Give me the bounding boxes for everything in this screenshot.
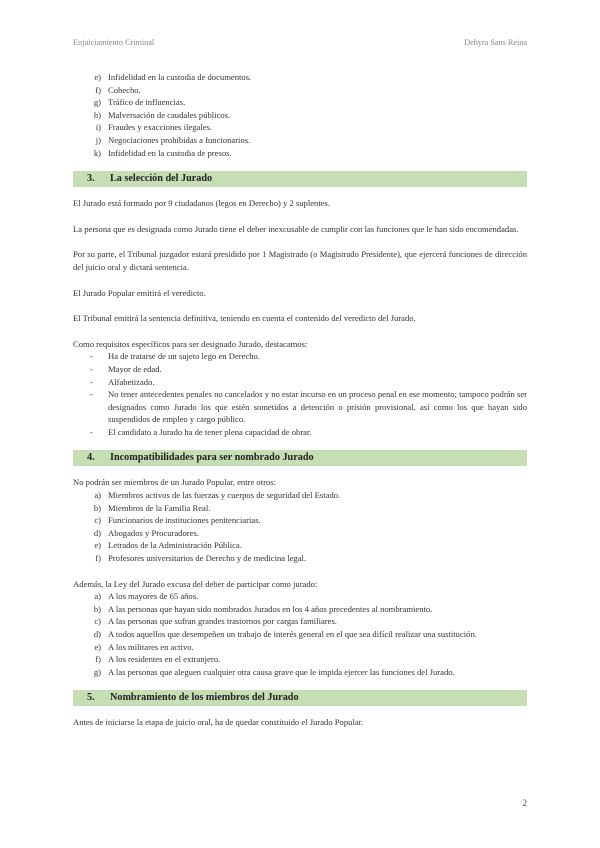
list-item	[73, 71, 527, 84]
list-marker: k)	[93, 147, 101, 158]
list-marker: g)	[93, 97, 101, 108]
list-marker: a)	[94, 490, 101, 501]
section-heading-4	[73, 450, 527, 466]
list-item	[73, 502, 527, 515]
list-marker: -	[90, 376, 93, 387]
list-marker: -	[90, 389, 93, 400]
list-marker: f)	[95, 553, 101, 564]
list-item	[73, 134, 527, 147]
list-text: Funcionarios de instituciones penitenciarias.	[108, 515, 261, 526]
list-text: A todos aquellos que desempeñen un trabajo de interés general en el que sea difícil realizar una sustitución.	[108, 629, 477, 639]
excuses-list	[73, 590, 527, 678]
paragraph: Además, la Ley del Jurado excusa del deber de participar como jurado:	[73, 578, 318, 589]
list-marker: b)	[93, 502, 101, 513]
header-author: Dehyra Sans Reina	[464, 38, 527, 47]
page-header	[73, 38, 527, 47]
list-item	[73, 363, 527, 376]
paragraph: Antes de iniciarse la etapa de juicio oral, ha de quedar constituido el Jurado Popular.	[73, 717, 364, 728]
list-marker: c)	[94, 515, 101, 526]
page-number: 2	[522, 798, 527, 808]
list-text: Malversación de caudales públicos.	[108, 109, 231, 120]
header-course-title: Enjuiciamiento Criminal	[73, 38, 155, 47]
list-text: Negociaciones prohibidas a funcionarios.	[108, 134, 251, 145]
list-item	[73, 109, 527, 122]
section-title: La selección del Jurado	[110, 172, 213, 184]
list-text: Abogados y Procuradores.	[108, 527, 199, 538]
list-marker: -	[90, 426, 93, 437]
list-item	[73, 641, 527, 654]
list-marker: c)	[94, 616, 101, 627]
list-marker: a)	[94, 591, 101, 602]
incompatibilities-list	[73, 489, 527, 565]
paragraph: La persona que es designada como Jurado tiene el deber inexcusable de cumplir con las funciones que le han sido encomendadas.	[73, 223, 519, 234]
list-item	[73, 514, 527, 527]
list-text: A las personas que hayan sido nombrados Jurados en los 4 años precedentes al nombramiento.	[108, 603, 433, 614]
section-heading-3	[73, 171, 527, 187]
list-text: Cohecho.	[108, 84, 141, 95]
section-heading-5	[73, 690, 527, 706]
list-text: Profesores universitarios de Derecho y de medicina legal.	[108, 553, 307, 564]
list-item	[73, 388, 527, 426]
list-text: El candidato a Jurado ha de tener plena capacidad de obrar.	[108, 426, 312, 437]
list-text: Alfabetizado.	[108, 376, 155, 387]
list-text: Letrados de la Administración Pública.	[108, 540, 242, 551]
paragraph: Por su parte, el Tribunal juzgador estará presidido por 1 Magistrado (o Magistrado Presidente), que ejercerá funciones de dirección del juicio oral y dictará sentencia.	[73, 249, 527, 272]
list-text: Infidelidad en la custodia de presos.	[108, 147, 232, 158]
list-text: Miembros activos de las fuerzas y cuerpos de seguridad del Estado.	[108, 490, 341, 501]
list-item	[73, 350, 527, 363]
list-marker: f)	[95, 84, 101, 95]
list-item	[73, 552, 527, 565]
list-text: A las personas que sufran grandes trastornos por cargas familiares.	[108, 616, 337, 627]
list-item	[73, 489, 527, 502]
list-marker: h)	[93, 109, 101, 120]
section-title: Incompatibilidades para ser nombrado Jurado	[110, 452, 314, 464]
list-item	[73, 653, 527, 666]
section-number: 4.	[87, 452, 95, 464]
list-marker: -	[90, 363, 93, 374]
list-marker: e)	[94, 540, 101, 551]
list-marker: -	[90, 351, 93, 362]
list-item	[73, 628, 527, 641]
list-text: A los mayores de 65 años.	[108, 591, 199, 602]
list-item	[73, 96, 527, 109]
requirements-list	[73, 350, 527, 438]
list-text: Fraudes y exacciones ilegales.	[108, 122, 213, 133]
paragraph: El Jurado está formado por 9 ciudadanos (legos en Derecho) y 2 suplentes.	[73, 198, 331, 209]
list-text: Tráfico de influencias.	[108, 97, 186, 108]
list-marker: d)	[93, 527, 101, 538]
list-item	[73, 590, 527, 603]
list-text: A los residentes en el extranjero.	[108, 654, 221, 665]
list-marker: e)	[94, 641, 101, 652]
list-text: No tener antecedentes penales no cancelados y no estar incurso en un proceso penal en ese momento; tampoco podrán ser designados como Jurado los que estén sometidos a detención o prisión provisional, así como los que hayan sido suspendidos de empleo y cargo público.	[108, 389, 527, 425]
paragraph: Como requisitos específicos para ser designado Jurado, destacamos:	[73, 338, 308, 349]
list-item	[73, 84, 527, 97]
list-marker: e)	[94, 72, 101, 82]
list-text: Mayor de edad.	[108, 363, 162, 374]
list-text: A los militares en activo.	[108, 641, 194, 652]
list-text: Miembros de la Familia Real.	[108, 502, 211, 513]
list-marker: f)	[95, 654, 101, 665]
list-item	[73, 426, 527, 439]
crimes-list-continued	[73, 71, 527, 159]
paragraph: No podrán ser miembros de un Jurado Popular, entre otros:	[73, 477, 276, 488]
list-text: Infidelidad en la custodia de documentos.	[108, 72, 252, 82]
paragraph: El Tribunal emitirá la sentencia definitiva, teniendo en cuenta el contenido del veredicto del Jurado.	[73, 313, 416, 324]
list-marker: d)	[93, 629, 101, 639]
page-content	[73, 71, 527, 729]
list-marker: j)	[95, 134, 101, 145]
list-marker: b)	[93, 603, 101, 614]
list-marker: i)	[95, 122, 101, 133]
list-text: A las personas que aleguen cualquier otra causa grave que le impida ejercer las funciones del Jurado.	[108, 666, 455, 677]
list-text: Ha de tratarse de un sujeto lego en Derecho.	[108, 351, 260, 362]
list-item	[73, 147, 527, 160]
section-number: 5.	[87, 692, 95, 704]
list-item	[73, 615, 527, 628]
list-item	[73, 376, 527, 389]
list-marker: g)	[93, 666, 101, 677]
list-item	[73, 603, 527, 616]
paragraph: El Jurado Popular emitirá el veredicto.	[73, 287, 206, 298]
list-item	[73, 527, 527, 540]
list-item	[73, 666, 527, 679]
section-title: Nombramiento de los miembros del Jurado	[110, 692, 299, 704]
list-item	[73, 121, 527, 134]
list-item	[73, 539, 527, 552]
section-number: 3.	[87, 172, 95, 184]
